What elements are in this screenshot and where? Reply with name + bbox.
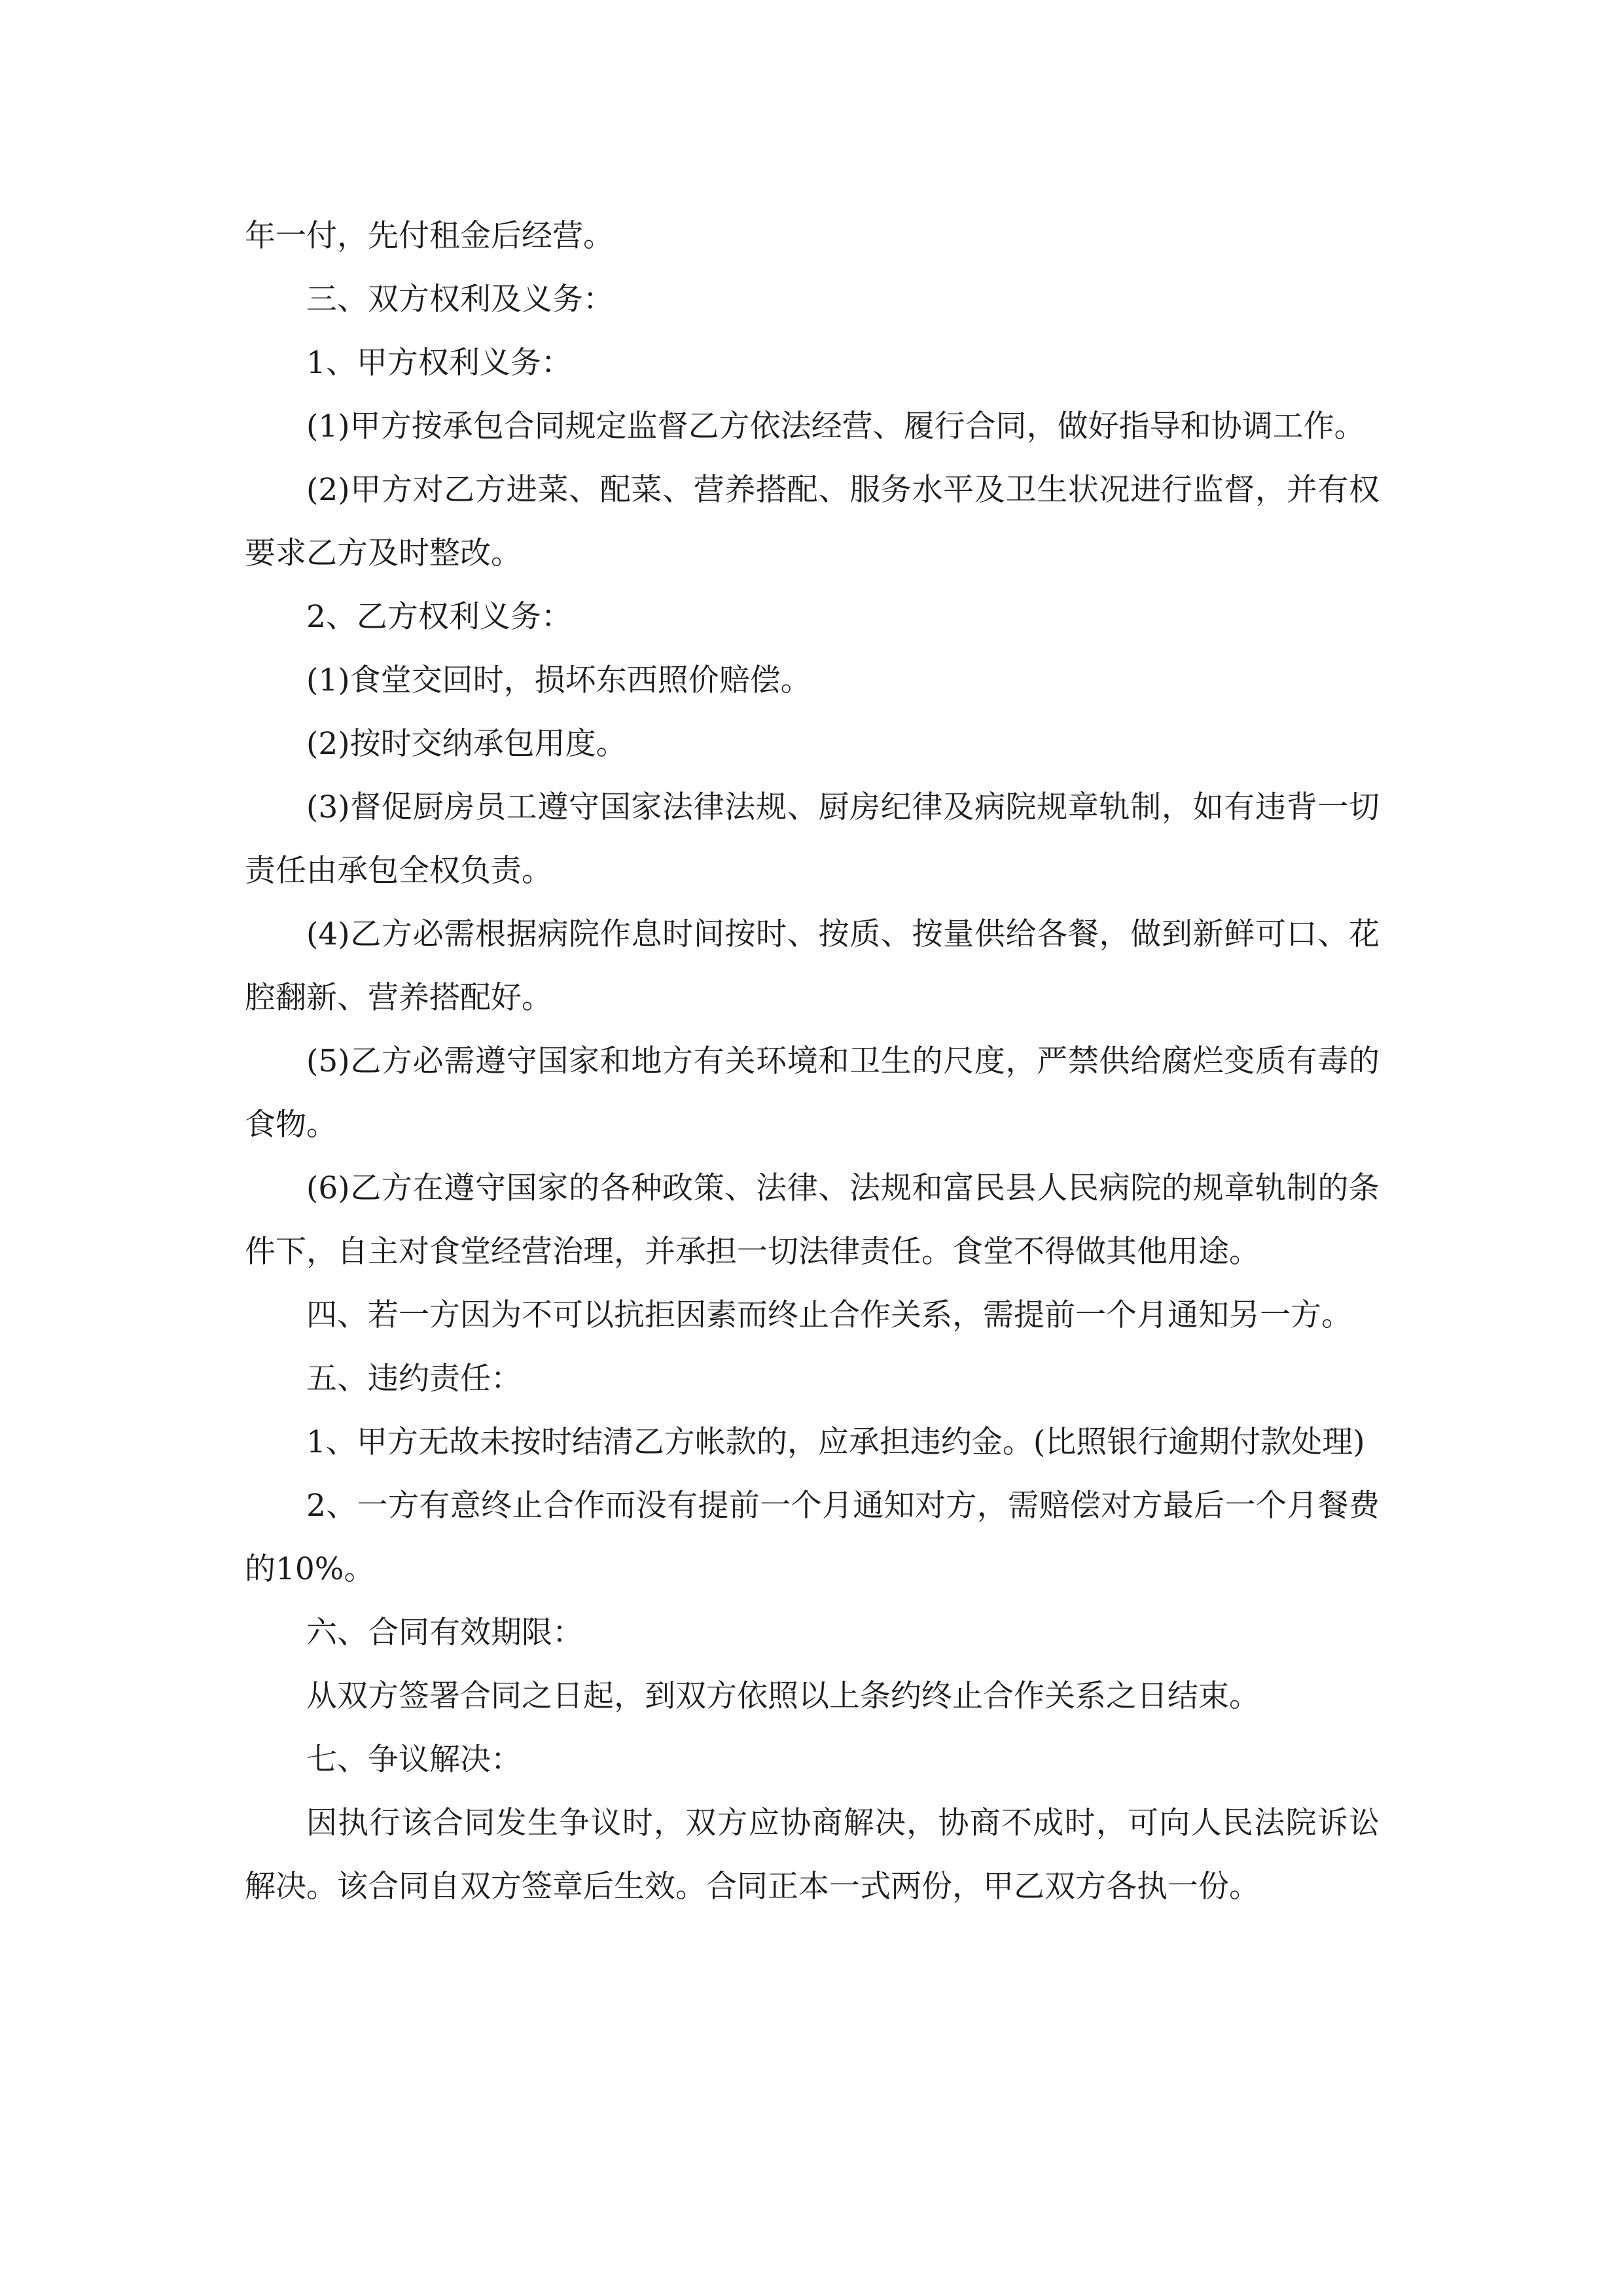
party-b-clause-4: (4)乙方必需根据病院作息时间按时、按质、按量供给各餐，做到新鲜可口、花腔翻新、营养搭配好。 [245,916,1380,1016]
subheading-party-b: 2、乙方权利义务： [306,599,572,635]
party-b-clause-1: (1)食堂交回时，损坏东西照价赔偿。 [306,662,812,698]
paragraph-rent-payment: 年一付，先付租金后经营。 [245,218,614,254]
party-b-clause-6: (6)乙方在遵守国家的各种政策、法律、法规和富民县人民病院的规章轨制的条件下，自主对食堂经营治理，并承担一切法律责任。食堂不得做其他用途。 [245,1170,1380,1270]
heading-dispute-resolution: 七、争议解决： [306,1742,522,1778]
party-b-clause-3: (3)督促厨房员工遵守国家法律法规、厨房纪律及病院规章轨制，如有违背一切责任由承包全权负责。 [245,789,1380,889]
party-b-clause-5: (5)乙方必需遵守国家和地方有关环境和卫生的尺度，严禁供给腐烂变质有毒的食物。 [245,1043,1380,1143]
clause-force-majeure: 四、若一方因为不可以抗拒因素而终止合作关系，需提前一个月通知另一方。 [306,1297,1352,1333]
contract-body [245,204,1380,1918]
party-b-clause-2: (2)按时交纳承包用度。 [306,726,627,762]
breach-clause-2: 2、一方有意终止合作而没有提前一个月通知对方，需赔偿对方最后一个月餐费的10%。 [245,1488,1380,1587]
heading-rights-obligations: 三、双方权利及义务： [306,281,614,317]
dispute-clause: 因执行该合同发生争议时，双方应协商解决，协商不成时，可向人民法院诉讼解决。该合同自双方签章后生效。合同正本一式两份，甲乙双方各执一份。 [245,1805,1380,1905]
heading-validity-period: 六、合同有效期限： [306,1615,583,1651]
party-a-clause-2: (2)甲方对乙方进菜、配菜、营养搭配、服务水平及卫生状况进行监督，并有权要求乙方及时整改。 [245,472,1380,571]
subheading-party-a: 1、甲方权利义务： [306,345,572,381]
breach-clause-1: 1、甲方无故未按时结清乙方帐款的，应承担违约金。(比照银行逾期付款处理) [306,1424,1365,1460]
heading-breach-liability: 五、违约责任： [306,1361,522,1397]
party-a-clause-1: (1)甲方按承包合同规定监督乙方依法经营、履行合同，做好指导和协调工作。 [306,408,1365,444]
validity-clause: 从双方签署合同之日起，到双方依照以上条约终止合作关系之日结束。 [306,1678,1260,1714]
